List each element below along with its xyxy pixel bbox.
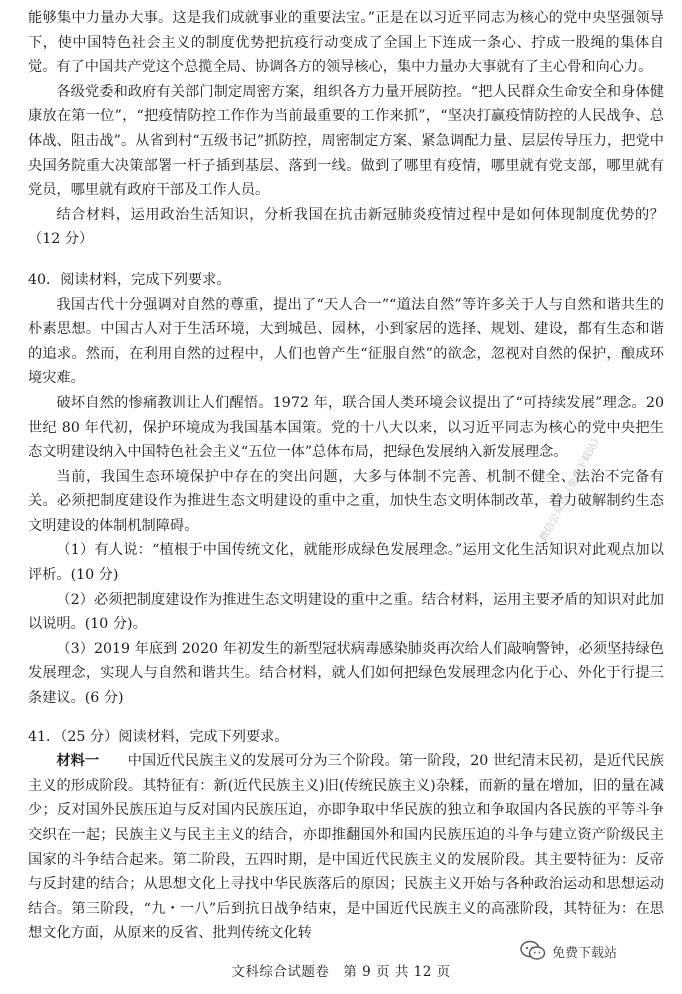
q40-paragraph-3: 当前，我国生态环境保护中存在的突出问题，大多与体制不完善、机制不健全、法治不完备有关。必须把制度建设作为推进生态文明建设的重中之重，加快生态文明体制改革，着力破解制约生态文明建设的体制机制障碍。 bbox=[28, 468, 664, 534]
page-footer: 文科综合试题卷 第 9 页 共 12 页 bbox=[231, 964, 451, 980]
material-text: 中国近代民族主义的发展可分为三个阶段。第一阶段，20 世纪清末民初，是近代民族主义的形成阶段。其特征有：新(近代民族主义)旧(传统民族主义)杂糅，而新的量在增加，旧的量在减少；反对国外民族压迫与反对国内民族压迫，亦即争取中华民族的独立和争取国内各民族的平等斗争交织在一起；民族主义与民主主义的结合，亦即推翻国外和国内民族压迫的斗争与建立资产阶级民主国家的斗争结合起来。第二阶段，五四时期，是中国近代民族主义的发展阶段。其主要特征为：反帝与反封建的结合；从思想文化上寻找中华民族落后的原因；民族主义开始与各种政治运动和思想运动结合。第三阶段，“九・一八”后到抗日战争结束，是中国近代民族主义的高涨阶段，其特征为：在思想文化方面，从原来的反省、批判传统文化转 bbox=[28, 753, 664, 942]
q40-subquestion-2: （2）必须把制度建设作为推进生态文明建设的重中之重。结合材料，运用主要矛盾的知识对此加以说明。(10 分)。 bbox=[28, 591, 664, 633]
q40-subquestion-3: （3）2019 年底到 2020 年初发生的新型冠状病毒感染肺炎再次给人们敲响警钟，必须坚持绿色发展理念，实现人与自然和谐共生。结合材料，就人们如何把绿色发展理念内化于心、外化于行提三条建议。(6 分) bbox=[28, 640, 664, 707]
document-body bbox=[28, 6, 664, 946]
material-label: 材料一 bbox=[56, 753, 100, 770]
q41-material-1 bbox=[28, 749, 664, 946]
paragraph-top-2: 各级党委和政府有关部门制定周密方案，组织各方力量开展防控。“把人民群众生命安全和身体健康放在第一位”，“把疫情防控工作作为当前最重要的工作来抓”，“坚决打赢疫情防控的人民战争、总体战、阻击战”。从省到村“五级书记”抓防控，周密制定方案、紧急调配力量、层层传导压力，把党中央国务院重大决策部署一杆子插到基层、落到一线。做到了哪里有疫情，哪里就有党支部，哪里就有党员，哪里就有政府干部及工作人员。 bbox=[28, 83, 664, 199]
wechat-icon bbox=[520, 940, 546, 962]
q40-paragraph-2: 破坏自然的惨痛教训让人们醒悟。1972 年，联合国人类环境会议提出了“可持续发展”理念。20 世纪 80 年代初，保护环境成为我国基本国策。党的十八大以来，以习近平同志为核心的党中央把生态文明建设纳入中国特色社会主义“五位一体”总体布局，把绿色发展纳入新发展理念。 bbox=[28, 394, 664, 461]
question-39-prompt: 结合材料，运用政治生活知识，分析我国在抗击新冠肺炎疫情过程中是如何体现制度优势的？（12 分） bbox=[28, 206, 664, 248]
watermark-text: 免费下载站 bbox=[552, 945, 618, 961]
question-41-heading: 41．（25 分）阅读材料，完成下列要求。 bbox=[28, 728, 289, 745]
paragraph-top-1: 能够集中力量办大事。这是我们成就事业的重要法宝。”正是在以习近平同志为核心的党中央坚强领导下，使中国特色社会主义的制度优势把抗疫行动变成了全国上下连成一条心、拧成一股绳的集体自觉。有了中国共产党这个总揽全局、协调各方的领导核心，集中力量办大事就有了主心骨和向心力。 bbox=[28, 10, 664, 76]
question-40-heading: 40．阅读材料，完成下列要求。 bbox=[28, 271, 231, 288]
q40-paragraph-1: 我国古代十分强调对自然的尊重，提出了“天人合一”“道法自然”等许多关于人与自然和谐共生的朴素思想。中国古人对于生活环境，大到城邑、园林，小到家居的选择、规划、建设，都有生态和谐的追求。然而，在利用自然的过程中，人们也曾产生“征服自然”的欲念，忽视对自然的保护，酿成环境灾难。 bbox=[28, 296, 664, 387]
wechat-watermark bbox=[520, 940, 617, 962]
q40-subquestion-1: （1）有人说：“植根于中国传统文化，就能形成绿色发展理念。”运用文化生活知识对此观点加以评析。(10 分) bbox=[28, 542, 664, 584]
diagonal-watermark-stamp: 微信公众号《免费下载站》 bbox=[538, 432, 605, 544]
